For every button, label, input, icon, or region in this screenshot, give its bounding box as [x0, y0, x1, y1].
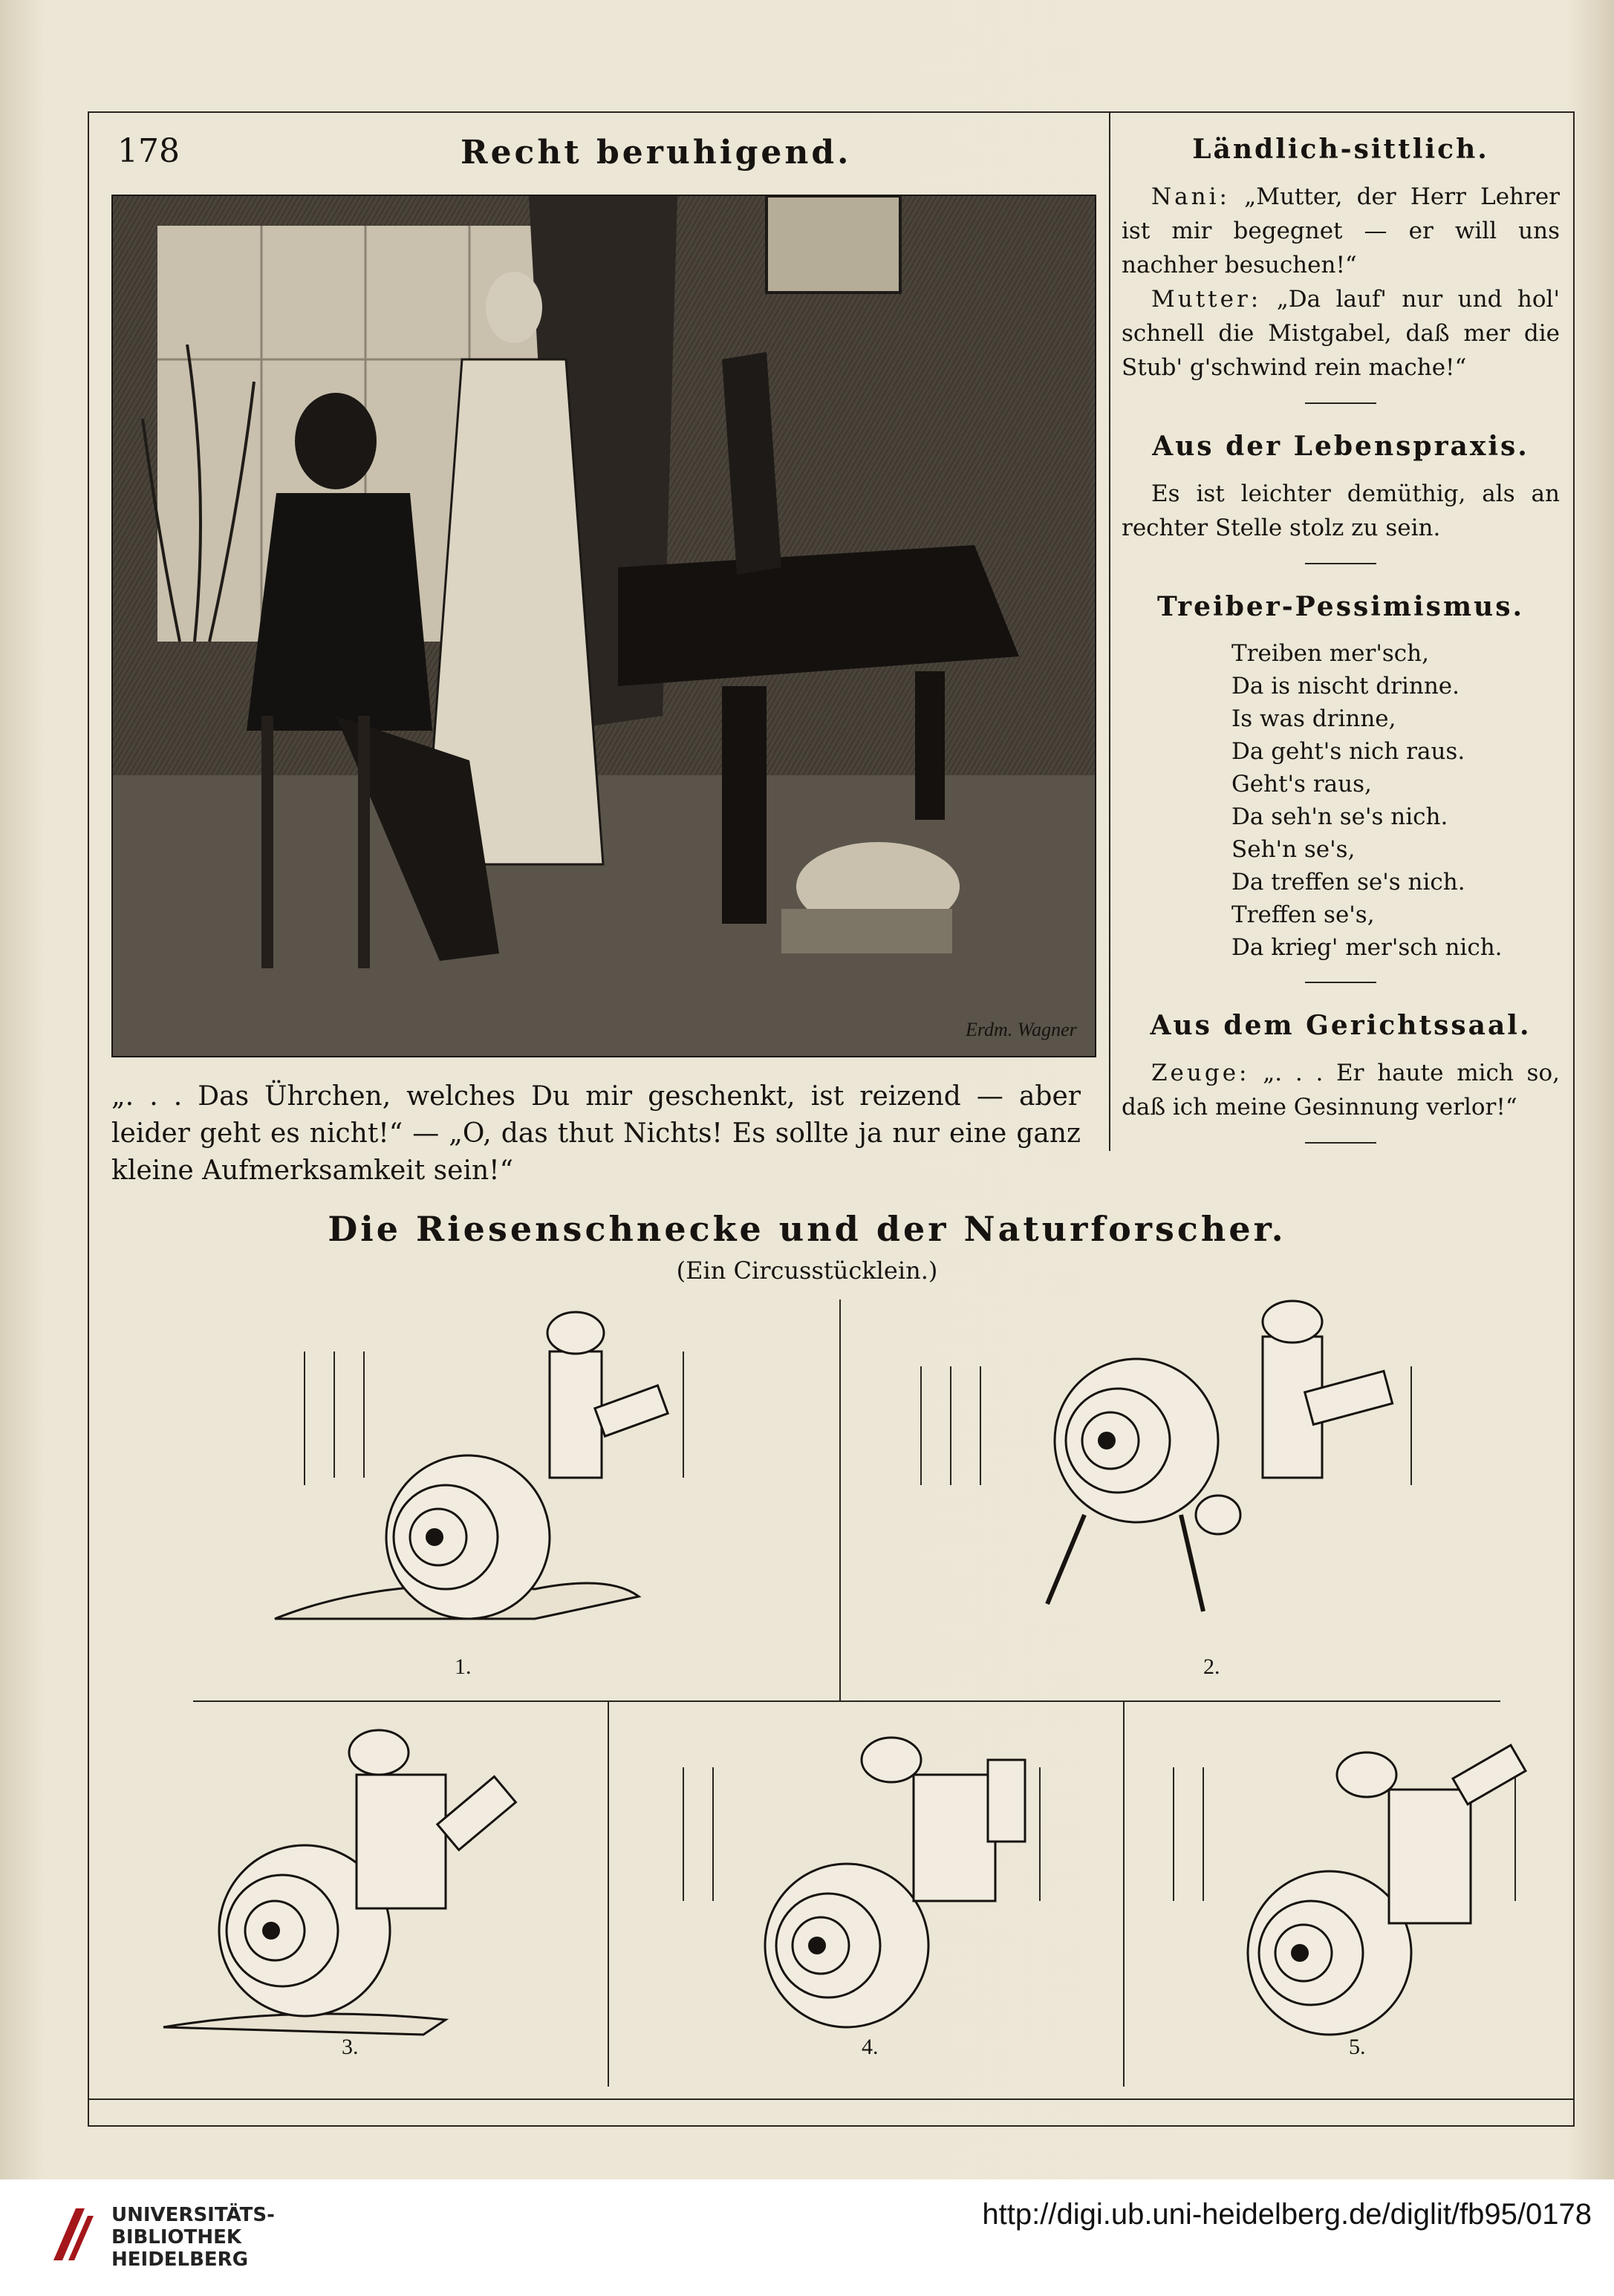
- library-name-line: HEIDELBERG: [111, 2248, 249, 2271]
- comic-panel-3: [111, 1708, 587, 2042]
- speaker-label: Mutter:: [1151, 286, 1262, 313]
- library-name-line: BIBLIOTHEK: [111, 2226, 242, 2248]
- dialogue-mutter: [1122, 282, 1560, 385]
- poem-line: Geht's raus,: [1231, 771, 1372, 798]
- page-number: 178: [117, 132, 180, 170]
- poem-line: Treiben mer'sch,: [1231, 640, 1429, 667]
- artist-signature: Erdm. Wagner: [966, 1019, 1077, 1040]
- comic-panel-1: [223, 1292, 758, 1648]
- column-divider: [1109, 111, 1110, 1151]
- panel-number: 4.: [862, 2035, 879, 2059]
- divider-rule: [1305, 1142, 1376, 1144]
- right-column: [1122, 134, 1560, 1170]
- divider-rule: [1305, 982, 1376, 983]
- panel-number: 1.: [455, 1654, 472, 1679]
- poem-line: Is was drinne,: [1231, 705, 1396, 732]
- panel-divider: [193, 1700, 1500, 1702]
- dialogue-text: „Da lauf' nur und hol' schnell die Mistgabel, daß mer die Stub' g'schwind rein mache!“: [1122, 286, 1560, 381]
- page-title: Recht beruhigend.: [461, 134, 852, 172]
- panel-number: 3.: [342, 2035, 359, 2059]
- panel-divider: [1123, 1700, 1125, 2087]
- bottom-rule: [88, 2098, 1573, 2100]
- section-heading: Aus der Lebenspraxis.: [1152, 431, 1529, 462]
- poem-line: Da treffen se's nich.: [1231, 869, 1465, 896]
- section-heading: Treiber-Pessimismus.: [1156, 591, 1525, 622]
- aphorism-text: Es ist leichter demüthig, als an rechter Stelle stolz zu sein.: [1122, 480, 1560, 541]
- poem-line: Da seh'n se's nich.: [1231, 803, 1448, 830]
- piano-scene-engraving: [111, 195, 1096, 1057]
- dialogue-text: „Mutter, der Herr Lehrer ist mir begegnet — er will uns nachher besuchen!“: [1122, 183, 1560, 278]
- poem-line: Da geht's nich raus.: [1231, 738, 1465, 765]
- poem-line: Da is nischt drinne.: [1231, 673, 1460, 699]
- library-name: [111, 2204, 275, 2271]
- court-quote-text: „. . . Er haute mich so, daß ich meine Gesinnung verlor!“: [1122, 1060, 1560, 1121]
- source-url-link[interactable]: http://digi.ub.uni-heidelberg.de/diglit/fb95/0178: [982, 2198, 1592, 2231]
- panel-divider: [839, 1299, 841, 1700]
- comic-title: Die Riesenschnecke und der Naturforscher.: [328, 1209, 1286, 1249]
- library-name-line: UNIVERSITÄTS-: [111, 2204, 275, 2226]
- court-quote: [1122, 1056, 1560, 1124]
- poem: [1231, 637, 1560, 964]
- poem-line: Da krieg' mer'sch nich.: [1231, 934, 1503, 961]
- dialogue-nani: [1122, 180, 1560, 282]
- library-logo-icon: [46, 2202, 98, 2266]
- panel-divider: [608, 1700, 609, 2087]
- section-heading: Ländlich-sittlich.: [1192, 134, 1489, 165]
- comic-subtitle: (Ein Circusstücklein.): [676, 1256, 938, 1285]
- speaker-label: Nani:: [1151, 183, 1230, 210]
- comic-panel-4: [639, 1708, 1099, 2042]
- poem-line: Seh'n se's,: [1231, 836, 1356, 863]
- comic-panel-2: [862, 1292, 1456, 1648]
- divider-rule: [1305, 402, 1376, 404]
- panel-number: 2.: [1203, 1654, 1220, 1679]
- poem-line: Treffen se's,: [1231, 901, 1375, 928]
- speaker-label: Zeuge:: [1151, 1060, 1250, 1086]
- illustration-caption: „. . . Das Ührchen, welches Du mir geschenkt, ist reizend — aber leider geht es nicht!“ — „O, das thut Nichts! Es sollte ja nur eine ganz kleine Aufmerksamkeit sein!“: [111, 1081, 1081, 1186]
- section-heading: Aus dem Gerichtssaal.: [1150, 1010, 1532, 1041]
- panel-number: 5.: [1349, 2035, 1366, 2059]
- comic-panel-5: [1144, 1708, 1560, 2042]
- divider-rule: [1305, 563, 1376, 564]
